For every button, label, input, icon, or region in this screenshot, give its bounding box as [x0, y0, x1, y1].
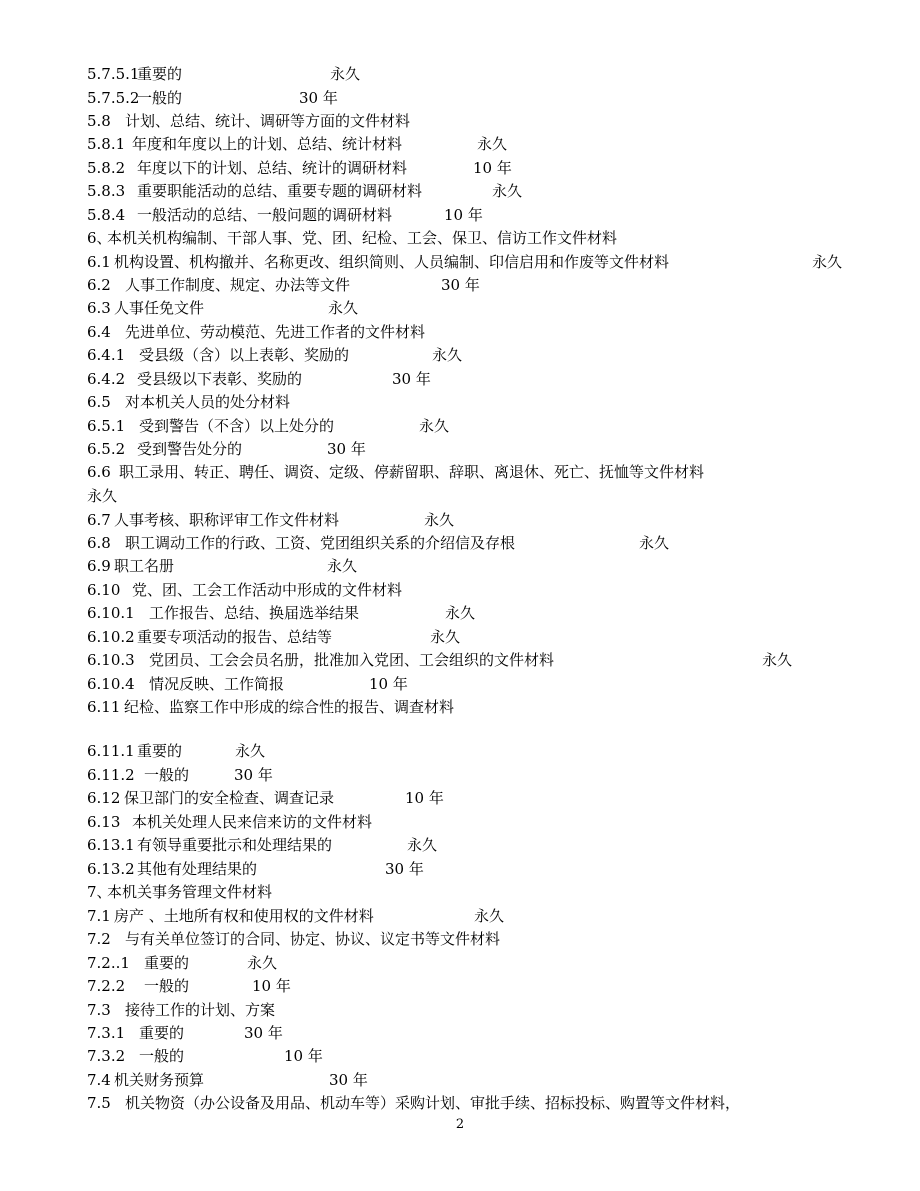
item-text: 重要的 [139, 1024, 185, 1042]
retention-period: 永久 [639, 534, 670, 552]
item-number: 7.5 [87, 1094, 111, 1112]
item-number: 6.11.1 [87, 742, 135, 760]
item-text: 年度和年度以上的计划、总结、统计材料 [132, 135, 403, 153]
retention-period: 永久 [762, 651, 793, 669]
item-number: 5.8.3 [87, 182, 126, 200]
retention-period: 永久 [812, 253, 843, 271]
item-number: 6.13 [87, 813, 121, 831]
item-number: 5.8.4 [87, 206, 126, 224]
item-text: 重要的 [137, 65, 183, 83]
item-number: 6.10.3 [87, 651, 135, 669]
retention-period: 30 年 [392, 370, 431, 388]
item-text: 机关财务预算 [114, 1071, 205, 1089]
item-number: 6.4.2 [87, 370, 126, 388]
item-text: 工作报告、总结、换届选举结果 [149, 604, 360, 622]
retention-period: 10 年 [444, 206, 483, 224]
item-number: 6.10.4 [87, 675, 135, 693]
retention-period: 30 年 [234, 766, 273, 784]
retention-period: 10 年 [284, 1047, 323, 1065]
item-number: 6.4.1 [87, 346, 126, 364]
item-number: 6.11.2 [87, 766, 135, 784]
item-text: 保卫部门的安全检查、调查记录 [124, 789, 335, 807]
item-number: 7.2 [87, 930, 111, 948]
item-text: 重要职能活动的总结、重要专题的调研材料 [137, 182, 423, 200]
retention-period: 10 年 [252, 977, 291, 995]
item-number: 6.12 [87, 789, 121, 807]
item-number: 6、 [87, 229, 112, 247]
item-text: 受县级以下表彰、奖励的 [137, 370, 303, 388]
retention-period: 永久 [424, 511, 455, 529]
item-text: 情况反映、工作简报 [149, 675, 285, 693]
item-text: 一般的 [137, 89, 183, 107]
item-text: 有领导重要批示和处理结果的 [137, 836, 333, 854]
item-number: 7.3 [87, 1001, 111, 1019]
item-number: 7.3.1 [87, 1024, 126, 1042]
item-number: 6.9 [87, 557, 111, 575]
item-text: 职工调动工作的行政、工资、党团组织关系的介绍信及存根 [125, 534, 516, 552]
item-text: 一般的 [144, 977, 190, 995]
item-text: 职工名册 [114, 557, 175, 575]
item-text: 年度以下的计划、总结、统计的调研材料 [137, 159, 408, 177]
retention-period: 10 年 [369, 675, 408, 693]
item-number: 6.6 [87, 463, 111, 481]
retention-period: 30 年 [329, 1071, 368, 1089]
item-number: 6.8 [87, 534, 111, 552]
item-number: 7、 [87, 883, 112, 901]
retention-period: 30 年 [327, 440, 366, 458]
item-text: 一般的 [144, 766, 190, 784]
item-number: 6.13.2 [87, 860, 135, 878]
item-text: 一般的 [139, 1047, 185, 1065]
retention-period: 永久 [407, 836, 438, 854]
retention-period: 永久 [328, 299, 359, 317]
item-text: 接待工作的计划、方案 [125, 1001, 276, 1019]
item-number: 6.3 [87, 299, 111, 317]
retention-period: 永久 [419, 417, 450, 435]
item-number: 5.8.1 [87, 135, 126, 153]
item-number: 5.8.2 [87, 159, 126, 177]
retention-period: 30 年 [299, 89, 338, 107]
item-text: 计划、总结、统计、调研等方面的文件材料 [125, 112, 411, 130]
item-number: 6.11 [87, 698, 121, 716]
item-text: 本机关机构编制、干部人事、党、团、纪检、工会、保卫、信访工作文件材料 [107, 229, 618, 247]
item-text: 一般活动的总结、一般问题的调研材料 [137, 206, 393, 224]
item-number: 7.1 [87, 907, 111, 925]
item-text: 人事考核、职称评审工作文件材料 [114, 511, 340, 529]
item-number: 7.4 [87, 1071, 111, 1089]
retention-period: 永久 [87, 487, 118, 505]
retention-period: 30 年 [244, 1024, 283, 1042]
item-text: 重要专项活动的报告、总结等 [137, 628, 333, 646]
item-number: 6.10 [87, 581, 121, 599]
item-number: 7.3.2 [87, 1047, 126, 1065]
retention-period: 永久 [445, 604, 476, 622]
item-text: 房产 、土地所有权和使用权的文件材料 [114, 907, 374, 925]
item-number: 6.2 [87, 276, 111, 294]
retention-period: 永久 [492, 182, 523, 200]
item-number: 7.2.2 [87, 977, 126, 995]
item-text: 党团员、工会会员名册，批准加入党团、工会组织的文件材料 [149, 651, 555, 669]
item-text: 对本机关人员的处分材料 [125, 393, 291, 411]
item-number: 6.7 [87, 511, 111, 529]
retention-period: 永久 [432, 346, 463, 364]
item-text: 重要的 [144, 954, 190, 972]
item-text: 机关物资（办公设备及用品、机动车等）采购计划、审批手续、招标投标、购置等文件材料， [125, 1094, 741, 1112]
retention-period: 10 年 [405, 789, 444, 807]
item-text: 人事工作制度、规定、办法等文件 [125, 276, 351, 294]
retention-period: 永久 [430, 628, 461, 646]
retention-period: 30 年 [385, 860, 424, 878]
item-number: 5.7.5.1 [87, 65, 140, 83]
retention-period: 30 年 [441, 276, 480, 294]
item-text: 受县级（含）以上表彰、奖励的 [139, 346, 350, 364]
item-text: 受到警告（不含）以上处分的 [139, 417, 335, 435]
item-text: 机构设置、机构撤并、名称更改、组织简则、人员编制、印信启用和作废等文件材料 [114, 253, 670, 271]
item-number: 6.5 [87, 393, 111, 411]
item-text: 本机关处理人民来信来访的文件材料 [132, 813, 373, 831]
item-number: 7.2..1 [87, 954, 130, 972]
retention-period: 永久 [474, 907, 505, 925]
item-text: 党、团、工会工作活动中形成的文件材料 [132, 581, 403, 599]
retention-period: 永久 [235, 742, 266, 760]
retention-period: 永久 [477, 135, 508, 153]
item-number: 6.13.1 [87, 836, 135, 854]
item-text: 纪检、监察工作中形成的综合性的报告、调查材料 [124, 698, 455, 716]
item-text: 其他有处理结果的 [137, 860, 258, 878]
item-number: 6.1 [87, 253, 111, 271]
retention-period: 永久 [327, 557, 358, 575]
item-number: 6.5.2 [87, 440, 126, 458]
item-number: 6.10.2 [87, 628, 135, 646]
item-text: 人事任免文件 [114, 299, 205, 317]
page-number: 2 [455, 1117, 465, 1132]
item-number: 5.7.5.2 [87, 89, 140, 107]
retention-period: 永久 [330, 65, 361, 83]
item-text: 与有关单位签订的合同、协定、协议、议定书等文件材料 [125, 930, 501, 948]
retention-period: 永久 [247, 954, 278, 972]
retention-period: 10 年 [473, 159, 512, 177]
item-number: 6.10.1 [87, 604, 135, 622]
item-number: 5.8 [87, 112, 111, 130]
item-text: 职工录用、转正、聘任、调资、定级、停薪留职、辞职、离退休、死亡、抚恤等文件材料 [119, 463, 705, 481]
item-number: 6.4 [87, 323, 111, 341]
item-text: 重要的 [137, 742, 183, 760]
item-text: 先进单位、劳动模范、先进工作者的文件材料 [125, 323, 426, 341]
item-text: 受到警告处分的 [137, 440, 243, 458]
item-text: 本机关事务管理文件材料 [107, 883, 273, 901]
item-number: 6.5.1 [87, 417, 126, 435]
